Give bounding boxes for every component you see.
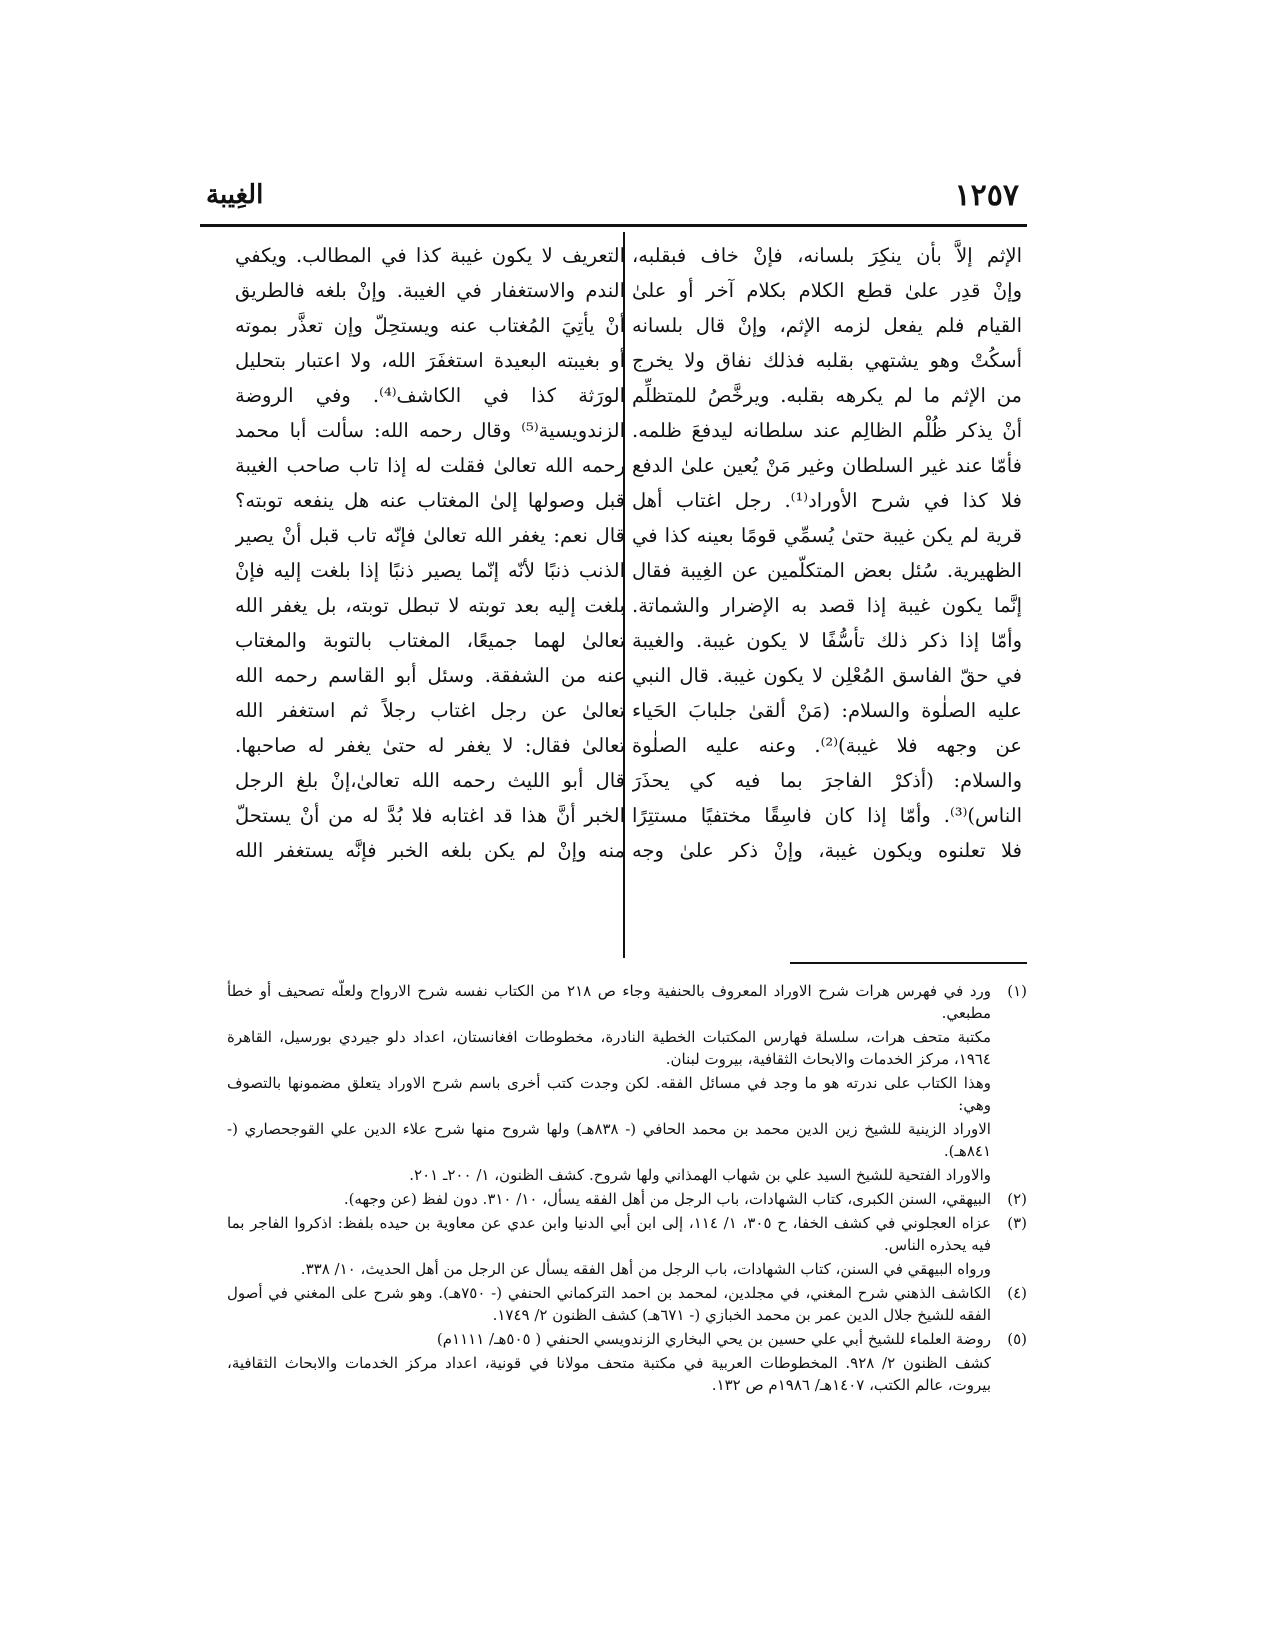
footnote-number: (٥) <box>1007 1330 1027 1348</box>
page-header <box>200 178 1027 227</box>
text-line: قال أبو الليث رحمه الله تعالىٰ،إنْ بلغ الرجل <box>235 769 625 792</box>
footnote <box>227 1258 1027 1280</box>
footnote-number: (٢) <box>1007 1190 1027 1208</box>
footnote-text: روضة العلماء للشيخ أبي علي حسين بن يحي البخاري الزندويسي الحنفي ( ٥٠٥هـ/ ١١١١م) <box>436 1330 991 1348</box>
text-line: وأمّا إذا ذكر ذلك تأسُّفًا لا يكون غيبة. والغيبة <box>632 629 1022 652</box>
text-line: رحمه الله تعالىٰ فقلت له إذا تاب صاحب الغيبة <box>235 454 625 477</box>
footnote <box>227 980 1027 1024</box>
text-line: وإنْ قدِر علىٰ قطع الكلام بكلام آخر أو علىٰ <box>632 279 1022 302</box>
footnote-text: الاوراد الزينية للشيخ زين الدين محمد بن محمد الحافي (- ٨٣٨هـ) ولها شروح منها شرح علاء الدين علي القوجحصاري (- ٨٤١هـ). <box>227 1120 991 1160</box>
footnote <box>227 1212 1027 1256</box>
text-line: إنَّما يكون غيبة إذا قصد به الإضرار والشماتة. <box>632 594 1022 617</box>
footnote-text: البيهقي، السنن الكبرى، كتاب الشهادات، باب الرجل من أهل الفقه يسأل، ١٠/ ٣١٠. دون لفظ (عن وجهه). <box>343 1190 991 1208</box>
text-line: تعالىٰ فقال: لا يغفر له حتىٰ يغفر له صاحبها. <box>235 734 625 757</box>
text-line: فلا تعلنوه ويكون غيبة، وإنْ ذكر علىٰ وجه <box>632 839 1022 862</box>
footnote-text: كشف الظنون ٢/ ٩٢٨. المخطوطات العربية في مكتبة متحف مولانا في قونية، اعداد مركز الخدمات والابحاث الثقافية، بيروت، عالم الكتب، ١٤٠٧هـ/ ١٩٨٦م ص ١٣٢. <box>227 1354 991 1394</box>
text-line: قرية لم يكن غيبة حتىٰ يُسمِّي قومًا بعينه كذا في <box>632 524 1022 547</box>
footnote-text: عزاه العجلوني في كشف الخفا، ح ٣٠٥، ١/ ١١٤، إلى ابن أبي الدنيا وابن عدي عن معاوية بن حيده بلفظ: اذكروا الفاجر بما فيه يحذره الناس. <box>227 1214 992 1254</box>
text-line: عليه الصلٰوة والسلام: (مَنْ ألقىٰ جلبابَ الحَياء <box>632 699 1022 722</box>
text-line: تعالىٰ لهما جميعًا، المغتاب بالتوبة والمغتاب <box>235 629 625 652</box>
footnote-text: وهذا الكتاب على ندرته هو ما وجد في مسائل الفقه. لكن وجدت كتب أخرى باسم شرح الاوراد يتعلق مضمونها بالتصوف وهي: <box>227 1074 991 1114</box>
text-line: الندم والاستغفار في الغيبة. وإنْ بلغه فالطريق <box>235 279 625 302</box>
footnote-text: والاوراد الفتحية للشيخ السيد علي بن شهاب الهمذاني ولها شروح. كشف الظنون، ١/ ٢٠٠ـ ٢٠١. <box>409 1166 991 1184</box>
footnotes-section <box>227 980 1027 1398</box>
footnote-number: (١) <box>1007 982 1027 1000</box>
text-line: عن وجهه فلا غيبة)⁽²⁾. وعنه عليه الصلٰوة <box>632 734 1022 757</box>
text-line: أنْ يأتِيَ المُغتاب عنه ويستحِلّ وإن تعذَّر بموته <box>235 314 625 337</box>
footnote <box>227 1188 1027 1210</box>
text-line: التعريف لا يكون غيبة كذا في المطالب. ويكفي <box>235 244 625 267</box>
text-line: الورَثة كذا في الكاشف⁽⁴⁾. وفي الروضة <box>235 384 625 407</box>
text-line: والسلام: (أذكرْ الفاجرَ بما فيه كي يحذَرَ <box>632 769 1022 792</box>
footnote <box>227 1026 1027 1070</box>
footnote <box>227 1072 1027 1116</box>
footnote-text: ورد في فهرس هرات شرح الاوراد المعروف بالحنفية وجاء ص ٢١٨ من الكتاب نفسه شرح الارواح ولعلّه تصحيف أو خطأ مطبعي. <box>227 982 991 1022</box>
footnote-number: (٤) <box>1007 1284 1027 1302</box>
footnote-text: الكاشف الذهني شرح المغني، في مجلدين، لمحمد بن احمد التركماني الحنفي (- ٧٥٠هـ). وهو شرح على المغني في أصول الفقه للشيخ جلال الدين عمر بن محمد الخبازي (- ٦٧١هـ) كشف الظنون ٢/ ١٧٤٩. <box>227 1284 992 1324</box>
left-text-column <box>235 238 625 868</box>
footnote-number: (٣) <box>1007 1214 1027 1232</box>
text-line: الناس)⁽³⁾. وأمّا إذا كان فاسِقًا مختفيًا مستتِرًا <box>632 804 1022 827</box>
text-line: فلا كذا في شرح الأوراد⁽¹⁾. رجل اغتاب أهل <box>632 489 1022 512</box>
text-line: قبل وصولها إلىٰ المغتاب عنه هل ينفعه توبته؟ <box>235 489 625 512</box>
page-number: ١٢٥٧ <box>954 178 1019 213</box>
text-line: الظهيرية. سُئل بعض المتكلّمين عن الغِيبة فقال <box>632 559 1022 582</box>
footnote <box>227 1118 1027 1162</box>
right-text-column <box>632 238 1022 868</box>
text-line: قال نعم: يغفر الله تعالىٰ فإنّه تاب قبل أنْ يصير <box>235 524 625 547</box>
text-line: منه وإنْ لم يكن بلغه الخبر فإنَّه يستغفر الله <box>235 839 625 862</box>
footnote <box>227 1164 1027 1186</box>
running-title: الغِيبة <box>206 180 264 210</box>
text-line: بلغت إليه بعد توبته لا تبطل توبته، بل يغفر الله <box>235 594 625 617</box>
footnote-separator <box>790 962 1027 964</box>
text-line: الزندويسية⁽⁵⁾ وقال رحمه الله: سألت أبا محمد <box>235 419 625 442</box>
footnote <box>227 1328 1027 1350</box>
text-line: الإثم إلاَّ بأن ينكِرَ بلسانه، فإنْ خاف فبقلبه، <box>632 244 1022 267</box>
footnote <box>227 1352 1027 1396</box>
text-line: من الإثم ما لم يكرهه بقلبه. ويرخَّصُ للمتظلِّم <box>632 384 1022 407</box>
text-line: الخبر أنَّ هذا قد اغتابه فلا بُدَّ له من أنْ يستحلّ <box>235 804 625 827</box>
footnote-text: ورواه البيهقي في السنن، كتاب الشهادات، باب الرجل من أهل الفقه يسأل عن الرجل من أهل الحديث، ١٠/ ٣٣٨. <box>300 1260 991 1278</box>
footnote-text: مكتبة متحف هرات، سلسلة فهارس المكتبات الخطية النادرة، مخطوطات افغانستان، اعداد دلو جيردي بورسيل، القاهرة ١٩٦٤، مركز الخدمات والابحاث الثقافية، بيروت لبنان. <box>227 1028 991 1068</box>
text-line: القيام فلم يفعل لزمه الإثم، وإنْ قال بلسانه <box>632 314 1022 337</box>
text-line: فأمّا عند غير السلطان وغير مَنْ يُعين علىٰ الدفع <box>632 454 1022 477</box>
text-line: أو بغيبته البعيدة استغفَرَ الله، ولا اعتبار بتحليل <box>235 349 625 372</box>
text-line: الذنب ذنبًا لأنّه إنّما يصير ذنبًا إذا بلغت إليه فإنْ <box>235 559 625 582</box>
footnote <box>227 1282 1027 1326</box>
text-line: في حقّ الفاسق المُعْلِن لا يكون غيبة. قال النبي <box>632 664 1022 687</box>
text-line: أنْ يذكر ظُلْم الظالِم عند سلطانه ليدفعَ ظلمه. <box>632 419 1022 442</box>
text-line: عنه من الشفقة. وسئل أبو القاسم رحمه الله <box>235 664 625 687</box>
text-line: تعالىٰ عن رجل اغتاب رجلاً ثم استغفر الله <box>235 699 625 722</box>
text-line: أسكُتْ وهو يشتهي بقلبه فذلك نفاق ولا يخرج <box>632 349 1022 372</box>
